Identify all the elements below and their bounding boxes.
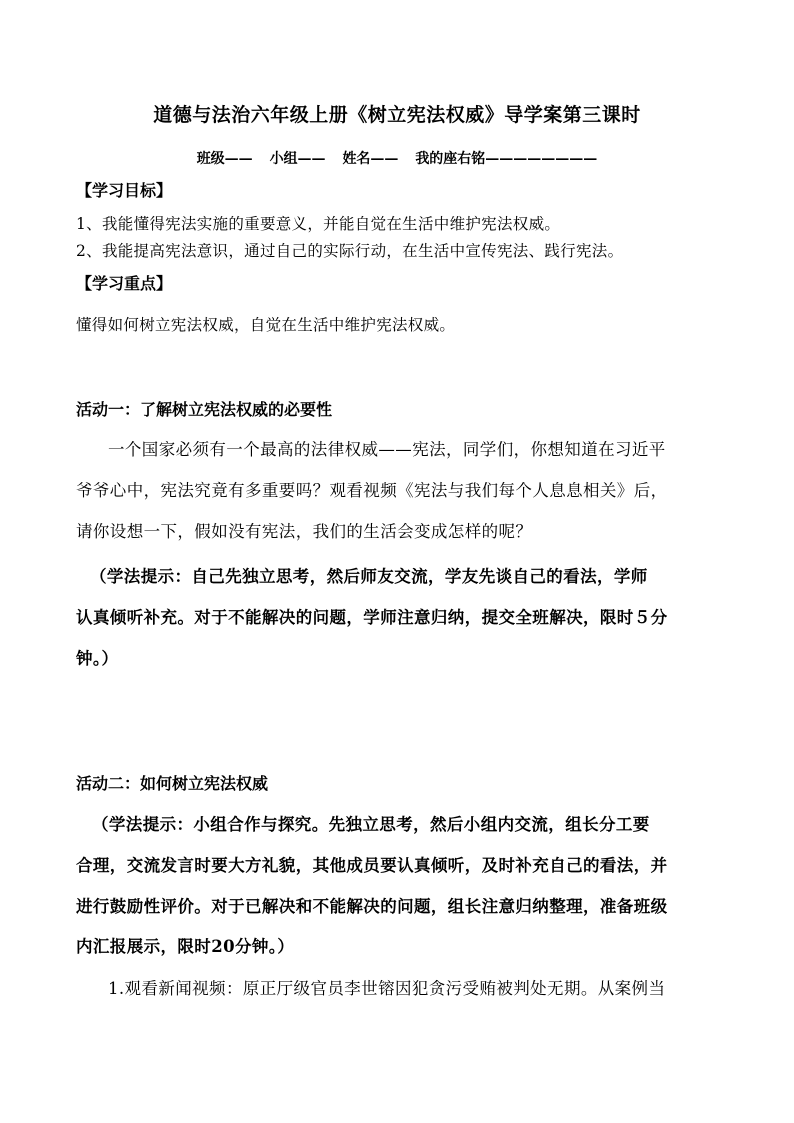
activity2-tip-line: 进行鼓励性评价。对于已解决和不能解决的问题，组长注意归纳整理，准备班级 xyxy=(76,897,668,916)
activity1-tip-line: （学法提示：自己先独立思考，然后师友交流，学友先谈自己的看法，学师 xyxy=(90,567,648,586)
activity2-tip-line: （学法提示：小组合作与探究。先独立思考，然后小组内交流，组长分工要 xyxy=(92,815,650,834)
group-field: 小组—— xyxy=(269,151,326,167)
focus-text: 懂得如何树立宪法权威，自觉在生活中维护宪法权威。 xyxy=(76,316,456,334)
activity2-tip-line: 内汇报展示，限时20分钟。） xyxy=(76,937,295,956)
class-field: 班级—— xyxy=(196,151,253,167)
activity1-heading: 活动一：了解树立宪法权威的必要性 xyxy=(76,400,333,419)
activity2-heading: 活动二：如何树立宪法权威 xyxy=(76,774,269,793)
student-info-line xyxy=(0,148,794,168)
activity1-paragraph-line: 请你设想一下，假如没有宪法，我们的生活会变成怎样的呢？ xyxy=(76,522,533,541)
name-field: 姓名—— xyxy=(342,151,399,167)
goal-item: 2、我能提高宪法意识，通过自己的实际行动，在生活中宣传宪法、践行宪法。 xyxy=(76,242,624,260)
activity2-item1: 1.观看新闻视频：原正厅级官员李世镕因犯贪污受贿被判处无期。从案例当 xyxy=(108,979,666,998)
focus-heading: 【学习重点】 xyxy=(76,274,173,293)
goal-item: 1、我能懂得宪法实施的重要意义，并能自觉在生活中维护宪法权威。 xyxy=(76,215,561,233)
activity1-paragraph-line: 爷爷心中，宪法究竟有多重要吗？观看视频《宪法与我们每个人息息相关》后， xyxy=(76,481,668,500)
goals-heading: 【学习目标】 xyxy=(76,181,173,200)
activity2-tip-line: 合理，交流发言时要大方礼貌，其他成员要认真倾听，及时补充自己的看法，并 xyxy=(76,856,668,875)
activity1-paragraph-line: 一个国家必须有一个最高的法律权威——宪法，同学们，你想知道在习近平 xyxy=(108,440,666,459)
motto-field: 我的座右铭———————— xyxy=(415,151,598,167)
activity1-tip-line: 钟。） xyxy=(76,649,119,668)
activity1-tip-line: 认真倾听补充。对于不能解决的问题，学师注意归纳，提交全班解决，限时５分 xyxy=(76,608,668,627)
document-title: 道德与法治六年级上册《树立宪法权威》导学案第三课时 xyxy=(153,104,641,126)
